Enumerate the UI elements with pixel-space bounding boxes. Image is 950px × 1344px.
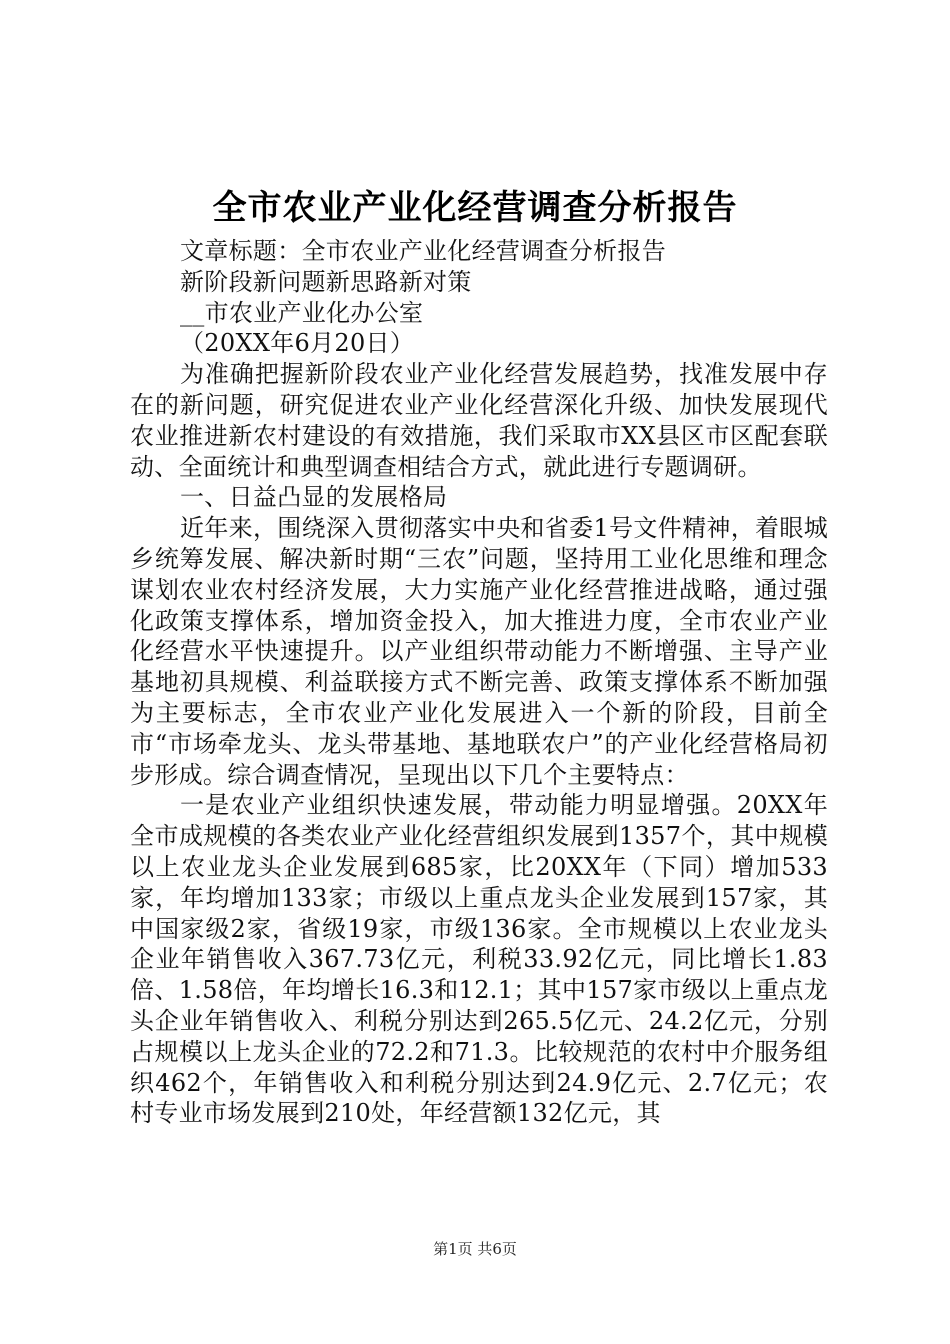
- date-line: （20XX年6月20日）: [180, 329, 415, 358]
- page-footer: 第1页 共6页: [433, 1240, 517, 1258]
- body-paragraph: 一是农业产业组织快速发展，带动能力明显增强。20XX年全市成规模的各类农业产业化经营组织发展到1357个，其中规模以上农业龙头企业发展到685家，比20XX年（下同）增加533家，年均增加133家；市级以上重点龙头企业发展到157家，其中国家级2家，省级19家，市级136家。全市规模以上农业龙头企业年销售收入367.73亿元，利税33.92亿元，同比增长1.83倍、1.58倍，年均增长16.3和12.1；其中157家市级以上重点龙头企业年销售收入、利税分别达到265.5亿元、24.2亿元，分别占规模以上龙头企业的72.2和71.3。比较规范的农村中介服务组织462个，年销售收入和利税分别达到24.9亿元、2.7亿元；农村专业市场发展到210处，年经营额132亿元，其: [130, 791, 828, 1128]
- document-title: 全市农业产业化经营调查分析报告: [212, 188, 738, 228]
- document-body: [130, 236, 828, 1129]
- section-heading: 一、日益凸显的发展格局: [180, 483, 448, 512]
- author-line: __市农业产业化办公室: [180, 298, 424, 327]
- article-title-line: 文章标题：全市农业产业化经营调查分析报告: [180, 237, 666, 265]
- intro-paragraph: 为准确把握新阶段农业产业化经营发展趋势，找准发展中存在的新问题，研究促进农业产业化经营深化升级、加快发展现代农业推进新农村建设的有效措施，我们采取市XX县区市区配套联动、全面统计和典型调查相结合方式，就此进行专题调研。: [130, 360, 828, 481]
- subtitle-line: 新阶段新问题新思路新对策: [180, 267, 472, 296]
- body-paragraph: 近年来，围绕深入贯彻落实中央和省委1号文件精神，着眼城乡统筹发展、解决新时期“三农”问题，坚持用工业化思维和理念谋划农业农村经济发展，大力实施产业化经营推进战略，通过强化政策支撑体系，增加资金投入，加大推进力度，全市农业产业化经营水平快速提升。以产业组织带动能力不断增强、主导产业基地初具规模、利益联接方式不断完善、政策支撑体系不断加强为主要标志，全市农业产业化发展进入一个新的阶段，目前全市“市场牵龙头、龙头带基地、基地联农户”的产业化经营格局初步形成。综合调查情况，呈现出以下几个主要特点：: [130, 514, 828, 789]
